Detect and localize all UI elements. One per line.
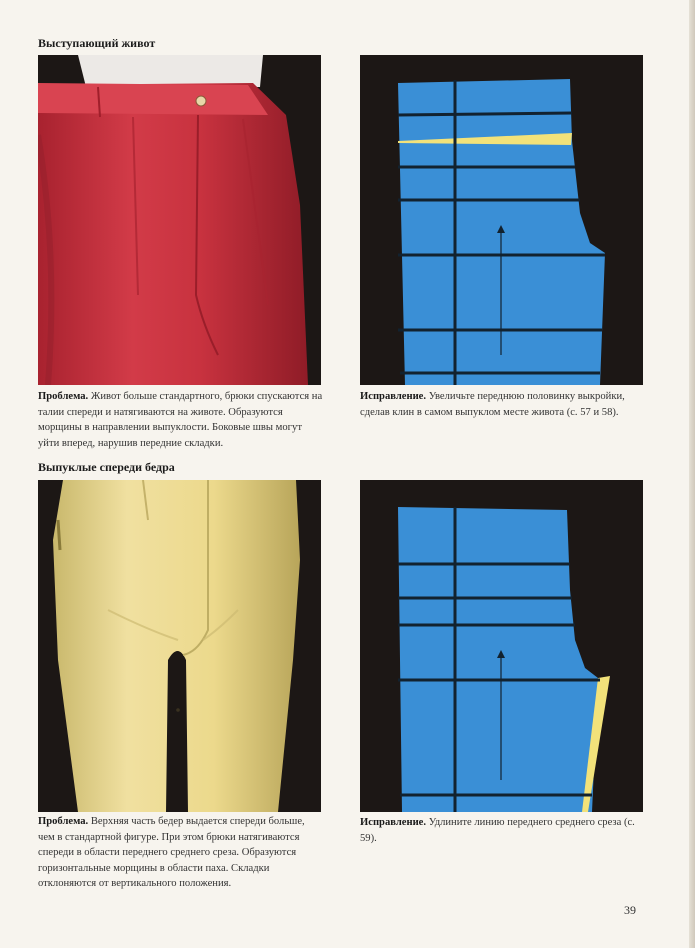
page-edge [689, 0, 695, 948]
front-pattern-wedge-photo [360, 55, 643, 385]
red-trousers-photo [38, 55, 321, 385]
fix-label: Исправление. [360, 391, 427, 402]
front-pattern-wedge-illustration [360, 55, 643, 385]
fix-text: Удлините линию переднего среднего среза (с. 59). [360, 817, 635, 844]
fix-caption-1 [360, 389, 643, 420]
problem-label: Проблема. [38, 391, 89, 402]
problem-text: Живот больше стандартного, брюки спускаются на талии спереди и натягиваются на животе. Образуются морщины в направлении выпуклости. Боковые швы могут уйти вперед, нарушив передние складки. [38, 391, 323, 449]
yellow-trousers-photo [38, 480, 321, 812]
fix-caption-2 [360, 815, 643, 846]
fix-text: Увеличьте переднюю половинку выкройки, сделав клин в самом выпуклом месте живота (с. 57 и 58). [360, 391, 625, 418]
problem-caption-1 [38, 389, 323, 451]
problem-label: Проблема. [38, 816, 89, 827]
fix-label: Исправление. [360, 817, 427, 828]
problem-text: Верхняя часть бедер выдается спереди больше, чем в стандартной фигуре. При этом брюки натягиваются спереди в области переднего среднего среза. Образуются горизонтальные морщины в области паха. Складки отклоняются от вертикального положения. [38, 816, 305, 889]
section-heading: Выпуклые спереди бедра [38, 460, 175, 474]
front-pattern-crotch-illustration [360, 480, 643, 812]
front-pattern-crotch-photo [360, 480, 643, 812]
problem-caption-2 [38, 814, 323, 892]
section-heading: Выступающий живот [38, 36, 156, 50]
page-number: 39 [624, 903, 636, 917]
yellow-trousers-illustration [38, 480, 321, 812]
red-trousers-illustration [38, 55, 321, 385]
